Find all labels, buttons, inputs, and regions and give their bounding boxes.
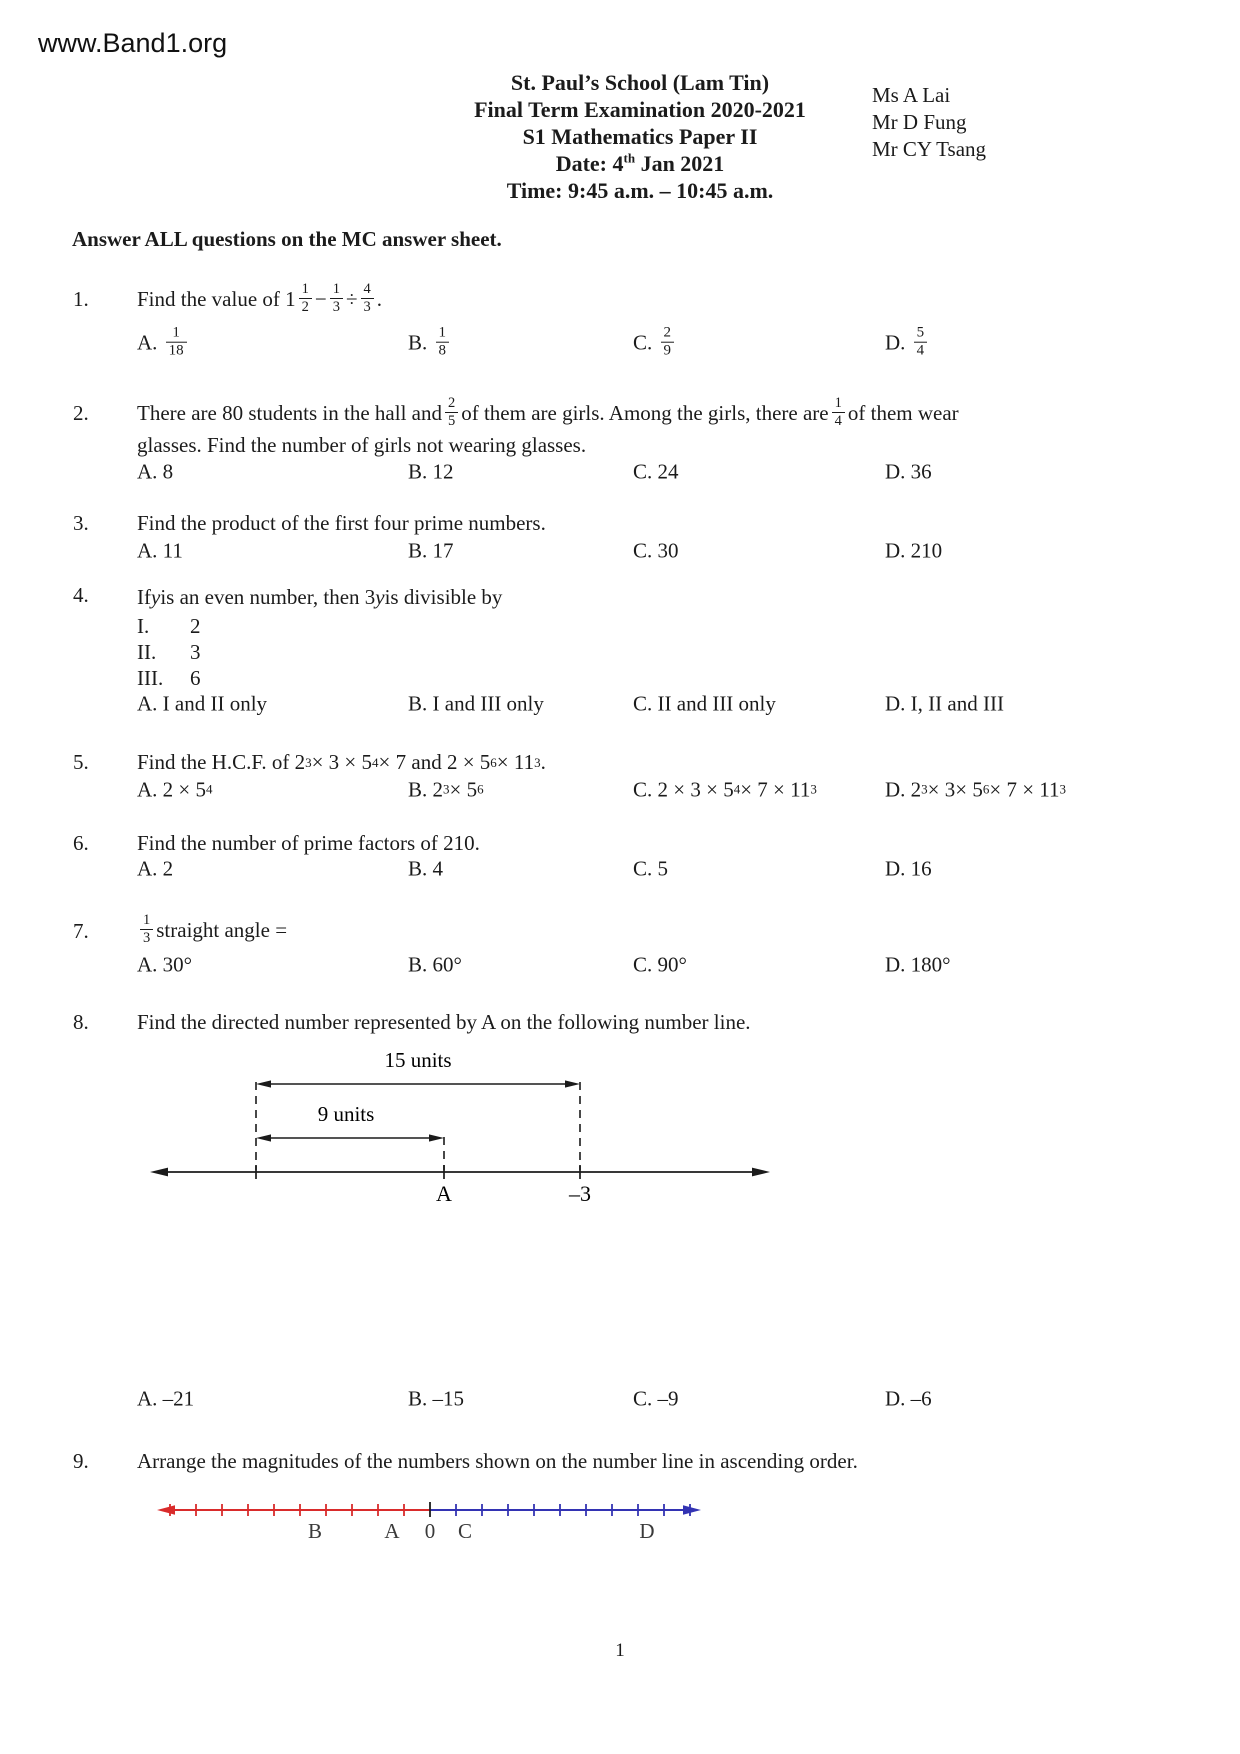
question-body — [137, 749, 1137, 803]
question-2 — [73, 395, 1137, 485]
paper-title: S1 Mathematics Paper II — [522, 124, 758, 149]
question-6-option-D: D. 16 — [885, 856, 932, 881]
teacher-list — [872, 82, 986, 163]
option-label: D. — [885, 856, 911, 881]
dashed-guides — [256, 1082, 580, 1170]
question-5 — [73, 749, 1137, 803]
question-body — [137, 1448, 858, 1474]
statement-value: 6 — [190, 665, 201, 690]
left-arrow-icon — [157, 1505, 175, 1515]
option-label: C. — [633, 856, 658, 881]
left-arrow-icon — [150, 1168, 168, 1177]
option-label: D. — [885, 777, 911, 801]
fraction: $\frac{1}{4}$ — [832, 395, 845, 428]
question-1-option-C — [633, 326, 677, 361]
question-2-option-C: C. 24 — [633, 459, 679, 484]
question-2-option-A: A. 8 — [137, 459, 174, 484]
question-6-option-C: C. 5 — [633, 856, 669, 881]
question-body — [137, 909, 1137, 979]
option-label: A. — [137, 777, 163, 801]
question-text-line: $\frac{1}{3}$ straight angle = — [137, 909, 1137, 951]
point-a-label: A — [384, 1519, 400, 1543]
statement-item — [137, 639, 1137, 665]
fraction: $\frac{1}{2}$ — [299, 281, 312, 314]
question-4-option-B: B. I and III only — [408, 691, 544, 716]
question-6-option-B: B. 4 — [408, 856, 444, 881]
option-label: B. — [408, 330, 433, 355]
question-8-option-A: A. –21 — [137, 1386, 195, 1411]
question-7-option-C: C. 90° — [633, 952, 687, 977]
statement-value: 3 — [190, 639, 201, 664]
question-3-option-A: A. 11 — [137, 538, 183, 562]
question-9 — [73, 1448, 858, 1474]
question-text-line: Find the value of 1 $\frac{1}{2}$ − $\frac{1}{3}$ ÷ $\frac{4}{3}$ . — [137, 281, 383, 315]
question-number: 9. — [73, 1449, 89, 1473]
question-8 — [73, 1009, 751, 1035]
exam-time: Time: 9:45 a.m. – 10:45 a.m. — [506, 178, 774, 203]
question-8-options — [137, 1386, 1137, 1412]
instruction-line: Answer ALL questions on the MC answer sheet. — [72, 227, 502, 251]
option-label: B. — [408, 952, 433, 977]
question-6 — [73, 830, 1137, 882]
fraction: $\frac{1}{3}$ — [330, 281, 343, 314]
exam-title: Final Term Examination 2020-2021 — [474, 97, 806, 122]
option-label: D. — [885, 538, 911, 562]
option-label: D. — [885, 691, 911, 716]
dimension-label-9: 9 units — [317, 1102, 375, 1126]
option-label: B. — [408, 777, 433, 801]
option-label: C. — [633, 691, 658, 716]
question-text-line: Find the H.C.F. of 2 3 × 3 × 5 4 × 7 and 2 × 5 6 × 11 3 . — [137, 750, 546, 774]
option-label: A. — [137, 952, 163, 977]
question-7-option-D: D. 180° — [885, 952, 951, 977]
question-text-line: glasses. Find the number of girls not wearing glasses. — [137, 432, 587, 457]
options-row — [137, 537, 1137, 564]
option-label: D. — [885, 459, 911, 484]
question-5-option-C: C. 2 × 3 × 5 4 × 7 × 11 3 — [633, 777, 817, 801]
options-row — [137, 320, 1137, 366]
q8-number-line-diagram — [130, 1040, 790, 1210]
question-body — [137, 510, 1137, 564]
point-b-label: B — [307, 1519, 323, 1543]
fraction: $\frac{2}{9}$ — [661, 325, 675, 360]
option-label: A. — [137, 538, 163, 562]
question-3-option-B: B. 17 — [408, 538, 454, 562]
question-number: 2. — [73, 401, 89, 425]
site-watermark: www.Band1.org — [38, 28, 228, 58]
question-text-line: There are 80 students in the hall and $\frac{2}{5}$ of them are girls. Among the girls, there are $\frac{1}{4}$ of them wear — [137, 395, 959, 429]
dim-arrow-icon — [565, 1080, 580, 1087]
statement-item — [137, 613, 1137, 639]
statement-roman-numeral: II. — [137, 639, 157, 664]
question-2-option-B: B. 12 — [408, 459, 454, 484]
question-8-option-B: B. –15 — [408, 1386, 465, 1411]
point-a-label: A — [436, 1181, 452, 1206]
point-c-label: C — [457, 1519, 473, 1543]
question-body — [137, 830, 1137, 882]
question-6-option-A: A. 2 — [137, 856, 174, 881]
question-body — [137, 581, 1137, 717]
question-text-line: Arrange the magnitudes of the numbers shown on the number line in ascending order. — [137, 1448, 858, 1473]
question-1-option-A — [137, 326, 190, 361]
question-7-option-A: A. 30° — [137, 952, 193, 977]
options-row — [137, 856, 1137, 882]
question-7 — [73, 909, 1137, 979]
right-arrow-icon — [752, 1168, 770, 1177]
question-5-option-B: B. 2 3 × 5 6 — [408, 777, 484, 801]
question-number: 5. — [73, 750, 89, 774]
dim-arrow-icon — [256, 1134, 271, 1141]
question-4-option-A: A. I and II only — [137, 691, 268, 716]
dimension-label-15: 15 units — [384, 1048, 452, 1072]
fraction: $\frac{5}{4}$ — [914, 325, 928, 360]
date-ordinal: th — [623, 150, 636, 166]
exam-date: Date: 4th Jan 2021 — [555, 150, 725, 176]
options-row — [137, 691, 1137, 717]
option-label: A. — [137, 691, 163, 716]
option-label: B. — [408, 691, 433, 716]
minus3-label: –3 — [569, 1181, 591, 1206]
question-body — [137, 1009, 751, 1035]
option-label: A. — [137, 459, 163, 484]
question-1-option-B — [408, 326, 452, 361]
option-label: D. — [885, 1386, 911, 1411]
statement-roman-numeral: I. — [137, 613, 150, 638]
dim-arrow-icon — [429, 1134, 444, 1141]
paper-header — [40, 69, 1240, 204]
question-number: 3. — [73, 511, 89, 535]
options-row — [137, 1386, 1137, 1412]
options-row — [137, 776, 1137, 803]
question-4-option-C: C. II and III only — [633, 691, 776, 716]
fraction: $\frac{2}{5}$ — [445, 395, 458, 428]
teacher-name: Mr D Fung — [872, 110, 967, 134]
option-label: B. — [408, 538, 433, 562]
q9-number-line-diagram — [150, 1496, 720, 1548]
page-number: 1 — [615, 1640, 625, 1661]
question-5-option-D: D. 2 3 × 3× 5 6 × 7 × 11 3 — [885, 777, 1067, 801]
option-label: D. — [885, 952, 911, 977]
question-number: 8. — [73, 1010, 89, 1034]
option-label: C. — [633, 330, 658, 355]
option-label: A. — [137, 856, 163, 881]
option-label: B. — [408, 1386, 433, 1411]
question-number: 6. — [73, 831, 89, 855]
question-body — [137, 395, 1137, 485]
option-label: A. — [137, 1386, 163, 1411]
school-name: St. Paul’s School (Lam Tin) — [510, 70, 770, 95]
question-1-option-D — [885, 326, 930, 361]
point-labels — [308, 1519, 655, 1543]
question-text-line: Find the product of the first four prime numbers. — [137, 511, 546, 535]
question-3-option-D: D. 210 — [885, 538, 943, 562]
point-d-label: D — [639, 1519, 655, 1543]
question-8-option-D: D. –6 — [885, 1386, 932, 1411]
question-text-line: Find the number of prime factors of 210. — [137, 830, 480, 855]
options-row — [137, 951, 1137, 979]
question-5-option-A: A. 2 × 5 4 — [137, 777, 213, 801]
question-1 — [73, 278, 1137, 366]
option-label: D. — [885, 330, 911, 355]
question-text-line: Find the directed number represented by A on the following number line. — [137, 1009, 751, 1034]
fraction: $\frac{4}{3}$ — [361, 281, 374, 314]
option-label: B. — [408, 459, 433, 484]
options-row — [137, 459, 1137, 485]
fraction: $\frac{1}{3}$ — [140, 912, 153, 945]
teacher-name: Ms A Lai — [872, 83, 951, 107]
question-3 — [73, 510, 1137, 564]
option-label: C. — [633, 459, 658, 484]
dim-arrow-icon — [256, 1080, 271, 1087]
origin-label: 0 — [424, 1519, 436, 1543]
question-number: 4. — [73, 583, 89, 607]
statement-item — [137, 665, 1137, 691]
question-4 — [73, 581, 1137, 717]
question-number: 1. — [73, 287, 89, 311]
fraction: $\frac{1}{18}$ — [166, 325, 187, 360]
question-8-option-C: C. –9 — [633, 1386, 679, 1411]
option-label: C. — [633, 952, 658, 977]
question-2-option-D: D. 36 — [885, 459, 932, 484]
question-body — [137, 278, 1137, 366]
question-4-option-D: D. I, II and III — [885, 691, 1004, 716]
right-arrow-icon — [683, 1505, 701, 1515]
option-label: A. — [137, 330, 163, 355]
fraction: $\frac{1}{8}$ — [436, 325, 450, 360]
question-3-option-C: C. 30 — [633, 538, 679, 562]
teacher-name: Mr CY Tsang — [872, 137, 987, 161]
question-7-option-B: B. 60° — [408, 952, 462, 977]
statement-roman-numeral: III. — [137, 665, 164, 690]
question-number: 7. — [73, 919, 89, 943]
option-label: B. — [408, 856, 433, 881]
statement-value: 2 — [190, 613, 201, 638]
option-label: C. — [633, 777, 658, 801]
option-label: C. — [633, 1386, 658, 1411]
question-text-line: If y is an even number, then 3 y is divisible by — [137, 584, 503, 609]
option-label: C. — [633, 538, 658, 562]
